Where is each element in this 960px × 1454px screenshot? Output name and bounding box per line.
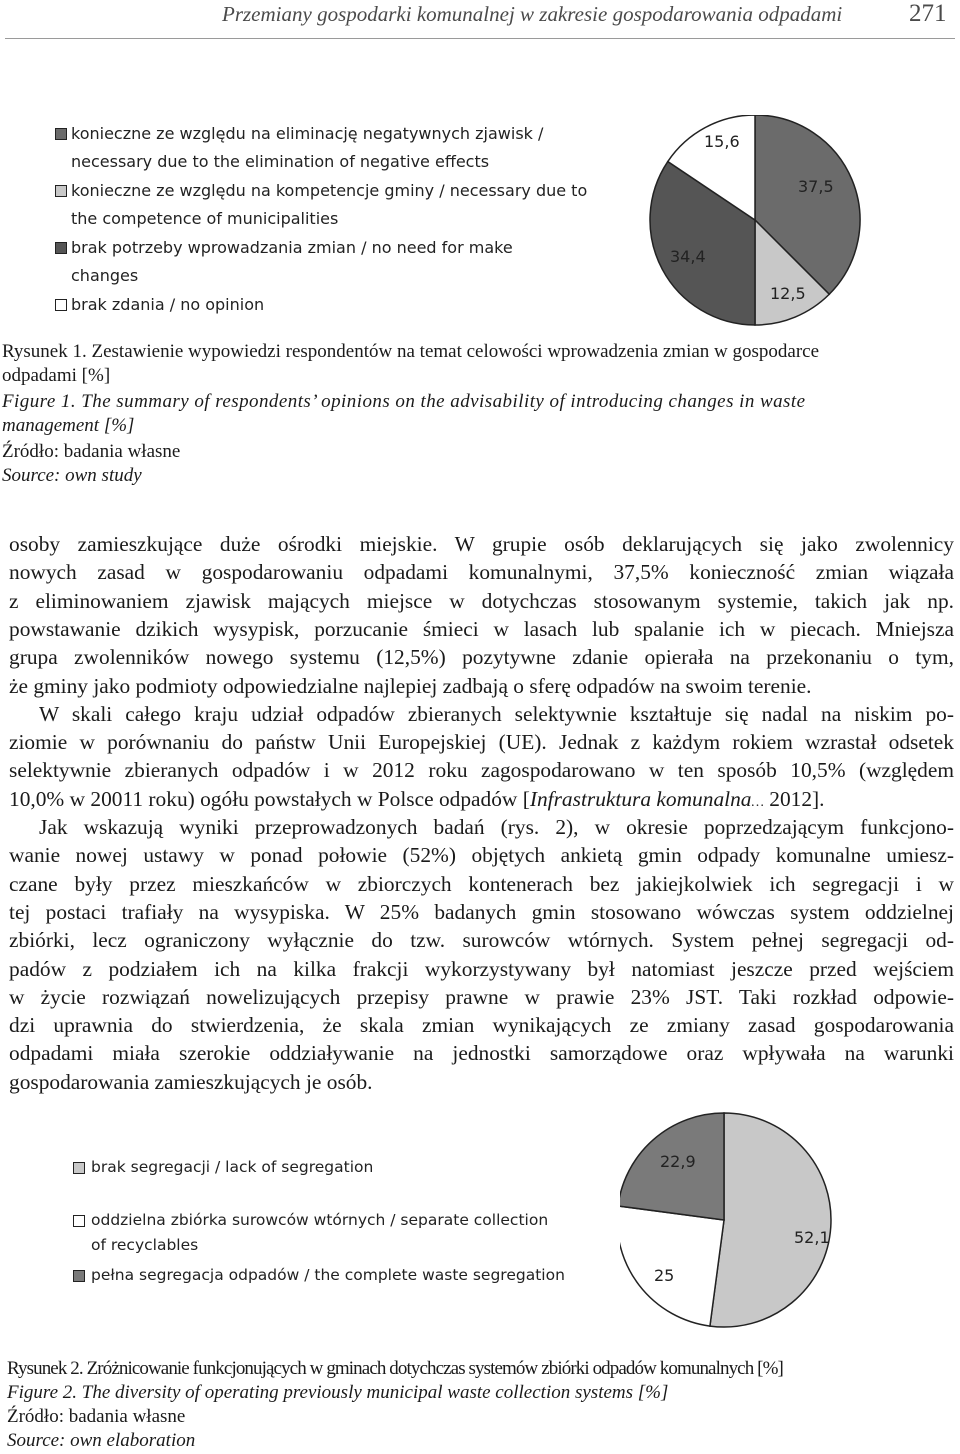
source-en: Source: own elaboration [7,1430,196,1451]
source-pl: Źródło: badania własne [2,441,181,462]
legend-label: brak segregacji / lack of segregation [91,1158,374,1176]
source-pl: Źródło: badania własne [7,1406,186,1427]
legend-label: brak zdania / no opinion [71,295,265,314]
source-en: Source: own study [2,465,142,486]
legend-label: oddzielna zbiórka surowców wtórnych / separate collection of recyclables [91,1211,549,1254]
body-line: tej postaci trafiały na wysypiska. W 25% badanych gmin stosowano wówczas system oddzielnej [9,899,954,924]
body-line: odpadami miała szerokie oddziaływanie na jednostki samorządowe oraz wpływała na warunki [9,1041,954,1066]
body-line: w życie rozwiązań nowelizujących przepisy prawne w prawie 23% JST. Taki rozkład odpowie- [9,984,954,1009]
legend-swatch [73,1270,85,1282]
header-rule [5,38,955,39]
body-line: dzi uprawnia do stwierdzenia, że skala zmian wynikających ze zmiany zasad gospodarowania [9,1013,954,1038]
body-line-citation: 10,0% w 20011 roku) ogółu powstałych w Polsce odpadów [Infrastruktura komunalna… 2012]. [9,786,825,811]
caption-pl: Rysunek 2. Zróżnicowanie funkcjonujących w gminach dotychczas systemów zbiórki odpadów komunalnych [%] [7,1358,783,1379]
legend-swatch [55,242,67,254]
legend-swatch [55,185,67,197]
caption-pl: Rysunek 1. Zestawienie wypowiedzi respondentów na temat celowości wprowadzenia zmian w gospodarce [2,341,820,362]
pie-value-label: 37,5 [798,177,834,196]
pie-value-label: 25 [654,1266,675,1285]
body-line: grupa zwolenników nowego systemu (12,5%) pozytywne zdanie opierała na przekonaniu o tym, [9,645,954,670]
legend-label: konieczne ze względu na kompetencje gminy / necessary due to the competence of municipalities [71,181,588,228]
figure1-pie-chart [640,115,870,330]
running-title: Przemiany gospodarki komunalnej w zakresie gospodarowania odpadami [222,2,843,26]
legend-label: pełna segregacja odpadów / the complete waste segregation [91,1266,565,1284]
page-number: 271 [909,0,947,27]
caption-en: Figure 2. The diversity of operating previously municipal waste collection systems [%] [7,1382,669,1403]
legend-swatch [73,1162,85,1174]
legend-label: konieczne ze względu na eliminację negatywnych zjawisk / necessary due to the elimination of negative effects [71,124,544,171]
body-line: zbiórki, lecz ograniczony wyłącznie do tzw. surowców wtórnych. System pełnej segregacji od- [9,928,954,953]
body-line: czane były przez mieszkańców w zbiorczych kontenerach bez jakiejkolwiek ich segregacji i w [9,871,954,896]
citation-title: Infrastruktura komunalna [529,786,752,811]
pie-value-label: 15,6 [704,132,740,151]
body-line: padów z podziałem ich na kilka frakcji wykorzystywany był natomiast jeszcze przed wejściem [9,956,954,981]
caption-en-cont: management [%] [2,415,135,436]
body-line: osoby zamieszkujące duże ośrodki miejskie. W grupie osób deklarujących się jako zwolennicy [9,532,954,556]
body-line: ziomie w porównaniu do państw Unii Europejskiej (UE). Jednak z każdym rokiem wzrastał odsetek [9,730,954,755]
citation-ellipsis: … [751,794,764,810]
caption-en: Figure 1. The summary of respondents’ opinions on the advisability of introducing changes in waste [2,391,806,412]
body-line: że gminy jako podmioty odpowiedzialne najlepiej zadbają o sferę odpadów na swoim terenie. [9,673,812,698]
caption-pl-cont: odpadami [%] [2,365,111,386]
legend-swatch [55,128,67,140]
legend-swatch [73,1215,85,1227]
running-header [0,0,960,40]
pie-value-label: 12,5 [770,284,806,303]
pie-slice [710,1113,831,1327]
pie-value-label: 34,4 [670,247,706,266]
legend-label: brak potrzeby wprowadzania zmian / no need for make changes [71,238,513,285]
body-line: gospodarowania zamieszkujących je osób. [9,1069,373,1094]
legend-swatch [55,299,67,311]
body-line: wanie nowej ustawy w ponad połowie (52%) objętych ankietą gmin odpady komunalne umiesz- [9,843,954,868]
figure2-pie-chart [620,1105,840,1335]
body-line: W skali całego kraju udział odpadów zbieranych selektywnie kształtuje się nadal na niskim po- [39,701,954,726]
pie-value-label: 22,9 [660,1152,696,1171]
body-line: selektywnie zbieranych odpadów i w 2012 roku zagospodarowano w ten sposób 10,5% (względem [9,758,954,783]
body-line: nowych zasad w gospodarowaniu odpadami komunalnymi, 37,5% konieczność zmian wiązała [9,560,954,585]
body-line: powstawanie dzikich wysypisk, porzucanie śmieci w lasach lub spalanie ich w piecach. Mniejsza [9,616,954,641]
body-line: z eliminowaniem zjawisk mających miejsce w dotychczas stosowanym systemie, takich jak np. [9,588,954,613]
pie-value-label: 52,1 [794,1228,830,1247]
body-line: Jak wskazują wyniki przeprowadzonych badań (rys. 2), w okresie poprzedzającym funkcjono- [39,815,954,839]
